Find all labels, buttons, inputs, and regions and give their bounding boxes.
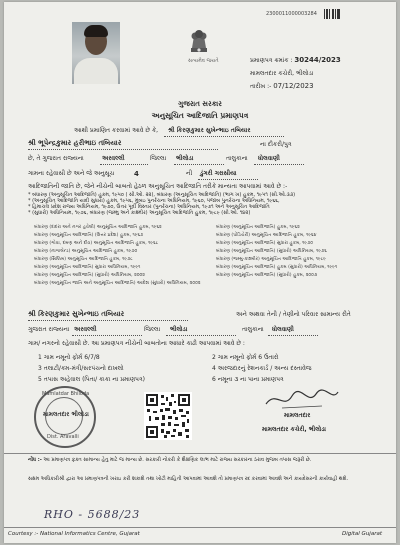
basis-item: 2 ગામ નમૂનો ફોર્મ 6 ઉતારો bbox=[212, 354, 279, 361]
list-item: બંધારણ (સિક્કિમ) અનુસૂચિત આદિજાતિ હુકમ, ૧૯૭૮ bbox=[34, 257, 133, 262]
list-item: બંધારણ (નાગાલેન્ડ) અનુસૂચિત આદિજાતિ હુકમ, ૧૯૭૦ bbox=[34, 249, 138, 254]
issue-date: 07/12/2023 bbox=[273, 82, 314, 90]
note-text: આ પ્રમાણપત્ર ફક્ત સામાન્ય હેતુ માટે જ માન્ય છે. સરકારી નોકરી કે શૈક્ષણિક લાભ માટે રાજ્ય સરકારના ઠરાવ મુજબ તપાસ જરૂરી છે. bbox=[43, 457, 312, 463]
state-label: છે, તે ગુજરાત રાજ્યના bbox=[28, 155, 84, 162]
basis-item: 6 નમૂના ૩ ના પાના પ્રમાણપત્ર bbox=[212, 376, 284, 383]
orders-right-list bbox=[216, 224, 337, 280]
certificate-title: અનુસૂચિત આદિજાતિ પ્રમાણપત્ર bbox=[151, 111, 249, 120]
taluka-value: ભીલોડા bbox=[176, 155, 194, 162]
list-item: બંધારણ (અનુસૂચિત આદિજાતિ) સુધારા અધિનિયમ, ૧૯૯૧ bbox=[34, 265, 141, 270]
res-state-label: ગુજરાત રાજ્યના bbox=[28, 326, 70, 333]
serial-number: 2300011000003284 bbox=[266, 11, 317, 17]
signatory-office: મામલતદાર કચેરી, ભીલોડા bbox=[262, 426, 327, 433]
certificate-no-label: પ્રમાણપત્ર ક્રમાંક : bbox=[250, 57, 293, 64]
list-item: બંધારણ (ગોવા, દમણ અને દીવ) અનુસૂચિત આદિજાતિ હુકમ, ૧૯૬૮ bbox=[34, 241, 159, 246]
list-item: બંધારણ (જમ્મુ-કાશ્મીર) અનુસૂચિત આદિજાતિ હુકમ, ૧૯૮૯ bbox=[216, 257, 326, 262]
basis-item: 3 તલાટી/કમ-મંત્રી/સરપંચનો દાખલો bbox=[38, 365, 124, 372]
father-prefix: શ્રી bbox=[168, 127, 175, 134]
certificate-page bbox=[4, 2, 396, 543]
list-item: બંધારણ (અનુસૂચિત જાતિ અને અનુસૂચિત આદિજાતિ) આદેશ (સુધારો) અધિનિયમ, ૨૦૦૨ bbox=[34, 281, 201, 286]
schedule-after: ની bbox=[186, 170, 193, 177]
orders-left-list bbox=[34, 224, 201, 288]
note-label: નોંધ :- bbox=[28, 457, 42, 463]
order-line: * બંધારણ (અનુસૂચિત આદિજાતિ) હુકમ, ૧૯૫૦ ( સી.ઓ. ૨૨), બંધારણ (અનુસૂચિત આદિજાતિ) (ભાગ ખ) હુકમ, ૧૯૫૧ (સી.ઓ.૩૩) bbox=[28, 192, 296, 198]
district-value: અરવલ્લી bbox=[102, 155, 125, 162]
date-label: તારીખ :- bbox=[250, 83, 272, 90]
official-seal bbox=[34, 386, 96, 448]
seal-top-text: Mamlatdar Bhiloda bbox=[42, 391, 90, 397]
resident-prefix: શ્રી bbox=[28, 310, 36, 318]
list-item: બંધારણ (અનુસૂચિત આદિજાતિ) (સુધારો) અધિનિયમ, ૧૯૭૬ bbox=[216, 249, 327, 254]
list-item: બંધારણ (અનુસૂચિત આદિજાતિ) હુકમ (સુધારો) અધિનિયમ, ૧૯૯૧ bbox=[216, 265, 338, 270]
res-taluka-label: તાલુકાના bbox=[242, 326, 264, 333]
issuing-office: મામલતદાર કચેરી, ભીલોડા bbox=[250, 70, 314, 77]
father-name: કિરણકુમાર સુખેન્ભાઇ તબિયાર bbox=[176, 127, 251, 134]
certificate-no: 30244/2023 bbox=[294, 56, 341, 64]
basis-intro: ગામ/ નગરનો રહેવાસી છે. આ પ્રમાણપત્ર નીચેની બાબતોના આધારે કાઢી આપવામાં આવે છે : bbox=[28, 340, 245, 347]
resident-name: કિરણકુમાર સુખેન્ભાઇ તબિયાર bbox=[38, 310, 125, 318]
list-item: બંધારણ (દાદરા અને નગર હવેલી) અનુસૂચિત આદિજાતિ હુકમ, ૧૯૬૨ bbox=[34, 225, 162, 230]
handwritten-reference: RHO - 5688/23 bbox=[44, 508, 141, 521]
res-district-value: અરવલ્લી bbox=[74, 326, 97, 333]
seal-bottom-text: Dist. Aravalli bbox=[47, 434, 79, 440]
intro-text: આથી પ્રમાણિત કરવામાં આવે છે કે, bbox=[74, 127, 159, 134]
footer-courtesy: Courtesy :- National Informatics Centre, Gujarat bbox=[8, 531, 140, 537]
res-taluka-value: ભીલોડા bbox=[170, 326, 188, 333]
res-district-label: જિલ્લા bbox=[144, 326, 161, 333]
son-of-label: ના દીકરી/પુત્ર bbox=[260, 141, 292, 148]
taluka-label: તાલુકાના bbox=[226, 155, 248, 162]
government-title: ગુજરાત સરકાર bbox=[178, 100, 222, 108]
residence-text: અને અથવા તેની / તેણીનો પરિવાર સામાન્ય રીતે bbox=[236, 311, 351, 318]
barcode-icon bbox=[324, 9, 342, 19]
applicant-prefix: શ્રી bbox=[28, 139, 36, 147]
basis-item: 4 અરજદારનું રેશનકાર્ડ / અન્ય દસ્તાવેજ bbox=[212, 365, 312, 372]
order-line: * (અનુસૂચિત આદિજાતિ યાદી સુધારા) હુકમ, ૧૯૫૬, મુંબઇ પુનર્રચના અધિનિયમ, ૧૯૬૦, પંજાબ પુનર્રચના અધિનિયમ, ૧૯૬૬, bbox=[28, 198, 280, 204]
schedule-number: 4 bbox=[134, 170, 139, 178]
seal-center-text: મામલતદાર ભીલોડા bbox=[43, 411, 89, 418]
res-village-value: ધોલવાણી bbox=[272, 326, 294, 333]
district-label: જિલ્લા bbox=[150, 155, 167, 162]
caste-name: ડુંગરી ગરાસીયા bbox=[200, 170, 237, 177]
applicant-name: ભૂપેન્દ્રકુમાર હરીભાઇ તબિયાર bbox=[38, 139, 122, 147]
footer-brand: Digital Gujarat bbox=[341, 531, 382, 537]
list-item: બંધારણ (અનુસૂચિત આદિજાતિ) હુકમ, ૧૯૬૨ bbox=[216, 225, 300, 230]
village-label: ગામના રહેવાસી છે અને જે અનુસૂચ bbox=[28, 170, 115, 177]
applicant-photo bbox=[72, 22, 120, 84]
emblem-caption: સત્યમેવ જયતે bbox=[188, 58, 219, 64]
recognition-paragraph: આદિજાતિની જાતિ છે, જેને નીચેની બાબતો હેઠળ અનુસૂચિત આદિજાતિ તરીકે માન્યતા આપવામાં આવે છે :- bbox=[28, 183, 288, 190]
state-emblem-icon bbox=[186, 26, 212, 56]
qr-code-icon bbox=[144, 392, 192, 440]
basis-item: 1 ગામ નમૂનો ફોર્મ 6/7/8 bbox=[38, 354, 100, 361]
signature-label: મામલતદાર bbox=[284, 412, 311, 419]
list-item: બંધારણ (અનુસૂચિત આદિજાતિ) (ઉત્તર પ્રદેશ) હુકમ, ૧૯૬૭ bbox=[34, 233, 144, 238]
list-item: બંધારણ (પોંડિચેરી) અનુસૂચિત આદિજાતિ હુકમ, ૧૯૬૪ bbox=[216, 233, 317, 238]
certificate-meta bbox=[250, 57, 390, 90]
basis-item: 5 તપાસ અહેવાલ (પિતા/ કાકા ના પ્રમાણપત્ર) bbox=[38, 376, 145, 383]
list-item: બંધારણ (અનુસૂચિત આદિજાતિ) (સુધારો) અધિનિયમ, ૨૦૦૨ bbox=[34, 273, 145, 278]
note-text-2: સક્ષમ અધિકારીશ્રી દ્વારા આ પ્રમાણપત્રની ખરાઇ કરી શકાશે તથા ખોટી માહિતી આપવામાં આવશે તો પ્રમાણપત્ર રદ કરવામાં આવશે અને કાયદેસરની કાર્યવાહી થશે. bbox=[28, 476, 349, 482]
list-item: બંધારણ (અનુસૂચિત આદિજાતિ) સુધારા હુકમ, ૧૯૭૦ bbox=[216, 241, 314, 246]
signature-scribble bbox=[262, 386, 342, 412]
list-item: બંધારણ (અનુસૂચિત આદિજાતિ) (સુધારો) હુકમ, ૨૦૦૩ bbox=[216, 273, 318, 278]
order-line: * હિમાચલ પ્રદેશ રાજ્ય અધિનિયમ, ૧૯૭૦, ઉત્તર પૂર્વી વિસ્તાર (પુનર્રચના) અધિનિયમ, ૧૯૭૧ અને અનુસૂચિત આદિજાતિ bbox=[28, 204, 270, 210]
village-value: ધોલવાણી bbox=[258, 155, 280, 162]
order-line: * (સુધારો) અધિનિયમ, ૧૯૭૬, બંધારણ (જમ્મુ અને કાશ્મીર) અનુસૂચિત આદિજાતિ હુકમ, ૧૯૮૯ (સી.ઓ. ૧૪૨) bbox=[28, 210, 251, 216]
